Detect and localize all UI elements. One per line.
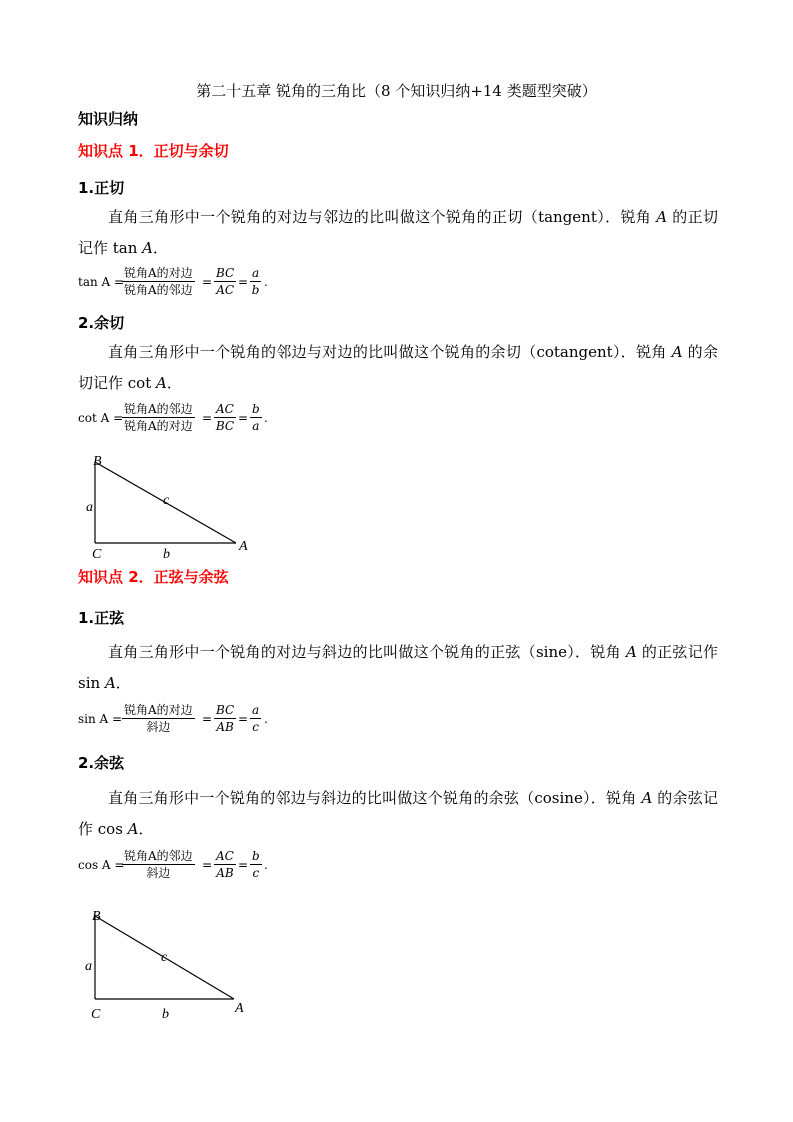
cotangent-definition: 直角三角形中一个锐角的邻边与对边的比叫做这个锐角的余切（cotangent）．锐角 A 的余切记作 cot A． <box>78 343 718 392</box>
cosine-subheading: 2.余弦 <box>78 754 125 772</box>
section-heading: 知识归纳 <box>78 110 139 128</box>
side-b-label: b <box>163 547 170 562</box>
tangent-subheading: 1.正切 <box>78 179 125 197</box>
sine-definition: 直角三角形中一个锐角的对边与斜边的比叫做这个锐角的正弦（sine）．锐角 A 的正弦记作 sin A． <box>78 643 718 692</box>
knowledge-point-2-heading: 知识点 2．正弦与余弦 <box>78 568 229 586</box>
knowledge-point-1-heading: 知识点 1．正切与余切 <box>78 142 229 160</box>
vertex-b-label: B <box>93 454 102 469</box>
side-a-label: a <box>86 500 93 515</box>
vertex-a-label: A <box>239 539 248 554</box>
sine-subheading: 1.正弦 <box>78 609 125 627</box>
page-title: 第二十五章 锐角的三角比（8 个知识归纳+14 类题型突破） <box>196 82 597 100</box>
cotangent-subheading: 2.余切 <box>78 314 125 332</box>
tangent-definition: 直角三角形中一个锐角的对边与邻边的比叫做这个锐角的正切（tangent）．锐角 A 的正切记作 tan A． <box>78 208 718 257</box>
vertex-c-label: C <box>92 547 102 562</box>
side-c-label: c <box>161 950 168 965</box>
right-triangle-diagram-2 <box>78 906 258 1026</box>
vertex-a-label: A <box>235 1001 244 1016</box>
side-b-label: b <box>162 1007 169 1022</box>
side-a-label: a <box>85 959 92 974</box>
side-c-label: c <box>163 493 170 508</box>
cosine-definition: 直角三角形中一个锐角的邻边与斜边的比叫做这个锐角的余弦（cosine）．锐角 A 的余弦记作 cos A． <box>78 789 718 838</box>
vertex-b-label: B <box>92 909 101 924</box>
vertex-c-label: C <box>91 1007 101 1022</box>
right-triangle-diagram-1 <box>78 452 258 564</box>
